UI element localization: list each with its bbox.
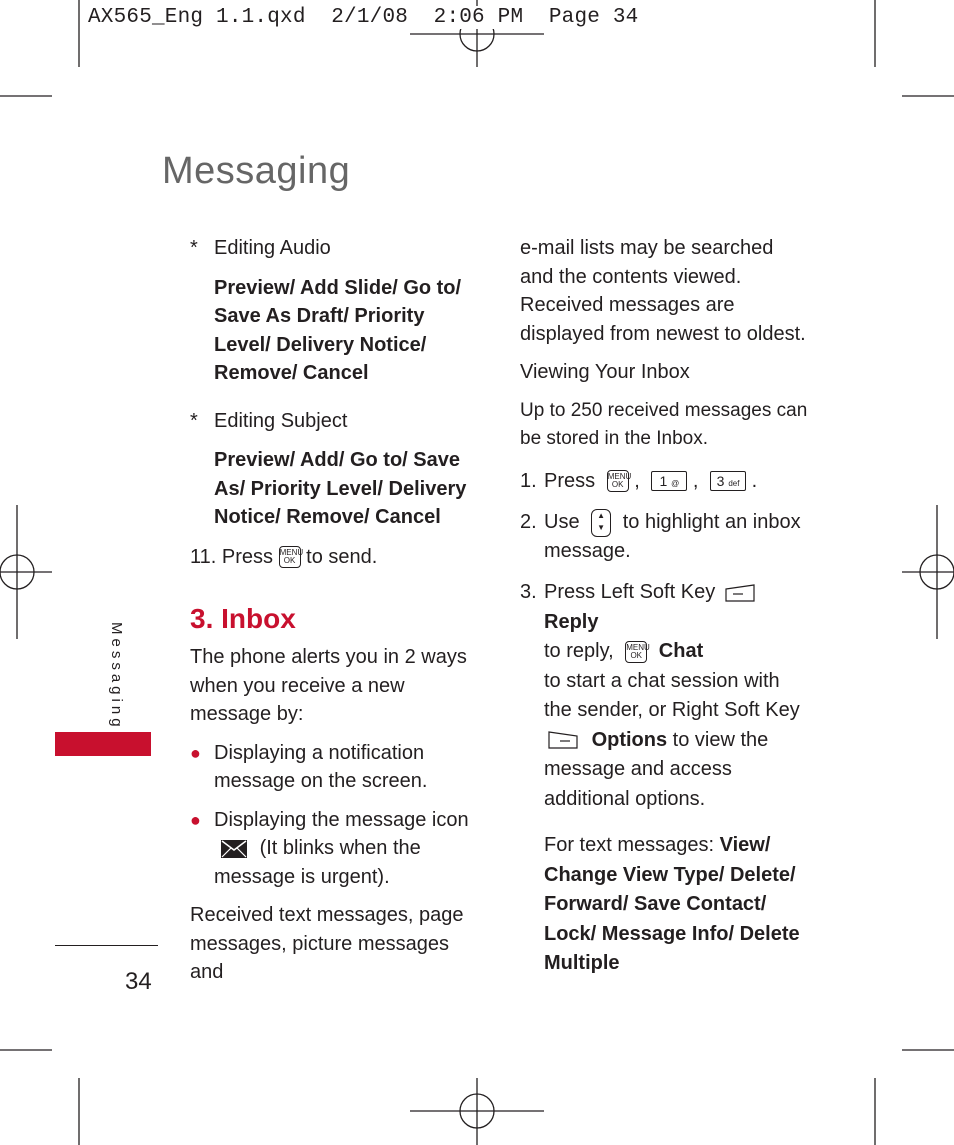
print-slug: AX565_Eng 1.1.qxd 2/1/08 2:06 PM Page 34 (88, 6, 639, 29)
text-messages-options: View/ Change View Type/ Delete/ Forward/ Save Contact/ Lock/ Message Info/ Delete Multiple (544, 834, 800, 975)
editing-subject-item (190, 407, 480, 436)
step-1: 1. Press MENU OK , 1 @ , 3 def . (520, 467, 812, 496)
step-text: to view the message and access additional options. (544, 728, 769, 810)
bullet-text: Displaying the message icon (214, 808, 469, 831)
text-messages-options-block (544, 831, 812, 979)
received-paragraph: Received text messages, page messages, picture messages and (190, 904, 464, 983)
menu-ok-key-icon: MENU OK (279, 546, 301, 568)
editing-audio-item (190, 234, 480, 263)
right-soft-key-icon (548, 731, 578, 749)
menu-ok-key-icon: MENU OK (607, 470, 629, 492)
step-number: 2. (520, 511, 537, 533)
reply-label: Reply (544, 610, 599, 633)
step-number: 1. (520, 469, 537, 492)
editing-subject-options: Preview/ Add/ Go to/ Save As/ Priority Level/ Delivery Notice/ Remove/ Cancel (214, 449, 467, 528)
step-2 (520, 508, 812, 565)
options-label: Options (591, 728, 668, 751)
footer-rule (55, 945, 158, 946)
editing-audio-options: Preview/ Add Slide/ Go to/ Save As Draft/ Priority Level/ Delivery Notice/ Remove/ Cancel (214, 276, 462, 384)
editing-audio-label: Editing Audio (214, 237, 331, 259)
key-1-icon: 1 @ (651, 471, 687, 491)
step-text: to start a chat session with the sender, or Right Soft Key (544, 669, 800, 722)
section-tab-marker (55, 732, 151, 756)
step-text: to highlight an inbox message. (544, 511, 801, 562)
asterisk-marker: * (190, 409, 198, 432)
left-column (190, 234, 480, 987)
page-number: 34 (125, 968, 152, 995)
step-text: to reply, (544, 640, 614, 663)
step-11 (190, 543, 480, 572)
chat-label: Chat (658, 640, 704, 663)
step-text: to send. (306, 545, 378, 568)
envelope-icon (220, 839, 248, 859)
right-column (520, 234, 812, 979)
continued-paragraph: e-mail lists may be searched and the contents viewed. Received messages are displayed from newest to oldest. (520, 237, 806, 345)
page-title: Messaging (162, 150, 351, 192)
bullet-dot-icon: ● (190, 742, 201, 763)
inbox-heading: 3. Inbox (190, 603, 296, 634)
step-text: Use (544, 511, 580, 533)
bullet-dot-icon: ● (190, 809, 201, 830)
step-text: Press (221, 545, 274, 568)
step-3 (520, 578, 812, 814)
step-number: 11. (190, 545, 217, 568)
nav-key-icon: ▲ ▼ (591, 509, 611, 537)
editing-subject-label: Editing Subject (214, 409, 348, 432)
asterisk-marker: * (190, 237, 198, 259)
viewing-inbox-heading: Viewing Your Inbox (520, 361, 690, 383)
bullet-text: Displaying a notification message on the screen. (214, 741, 428, 792)
key-3-icon: 3 def (710, 471, 746, 491)
bullet-text: (It blinks when the message is urgent). (214, 837, 421, 888)
step-text: Press Left Soft Key (544, 581, 716, 604)
step-text: Press (544, 469, 596, 492)
bullet-item (190, 739, 480, 796)
side-section-label: Messaging (108, 622, 125, 731)
capacity-text: Up to 250 received messages can be stored in the Inbox. (520, 399, 808, 449)
step-number: 3. (520, 581, 537, 604)
bullet-item (190, 806, 480, 892)
left-soft-key-icon (725, 584, 755, 602)
menu-ok-key-icon: MENU OK (625, 641, 647, 663)
text-messages-label: For text messages: (544, 834, 715, 857)
alerts-intro: The phone alerts you in 2 ways when you receive a new message by: (190, 646, 467, 725)
